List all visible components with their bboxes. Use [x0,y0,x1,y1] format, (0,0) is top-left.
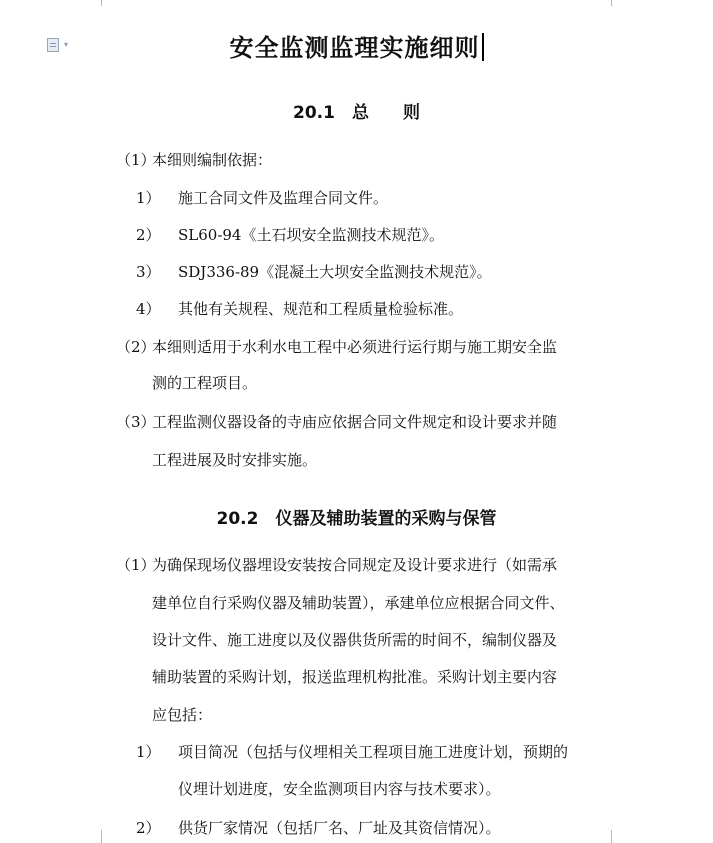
paragraph-text: 应包括： [152,706,213,724]
section-heading: 20.1 总 则 [293,103,420,123]
list-item-text: 项目简况（包括与仪埋相关工程项目施工进度计划，预期的 [178,743,569,761]
list-item-text: SDJ336-89《混凝土大坝安全监测技术规范》。 [178,263,492,281]
list-item-number: 2） [136,226,161,244]
paragraph-text: 设计文件、施工进度以及仪器供货所需的时间不，编制仪器及 [152,631,558,649]
paragraph-text: 工程监测仪器设备的寺庙应依据合同文件规定和设计要求并随 [152,413,558,431]
paragraph-text: 辅助装置的采购计划，报送监理机构批准。采购计划主要内容 [152,668,558,686]
list-item-number: 1） [136,189,161,207]
page-corner-mark [611,830,612,843]
paragraph-label: （2） [116,338,156,356]
document-title [0,28,713,63]
list-item-text: SL60-94《土石坝安全监测技术规范》。 [178,226,444,244]
list-item-text: 其他有关规程、规范和工程质量检验标准。 [178,300,464,318]
list-item-number: 3） [136,263,161,281]
title-text: 安全监测监理实施细则 [229,33,480,62]
text-cursor [482,33,484,61]
list-item-number: 4） [136,300,161,318]
paragraph-text: 建单位自行采购仪器及辅助装置），承建单位应根据合同文件、 [152,594,565,612]
page-corner-mark [101,830,102,843]
page-corner-mark [611,0,612,6]
paragraph-text: 工程进展及时安排实施。 [152,451,318,469]
page-corner-mark [101,0,102,6]
paragraph-text: 测的工程项目。 [152,374,258,392]
list-item-number: 1） [136,743,161,761]
paragraph-label: （3） [116,413,156,431]
paragraph-text: 本细则编制依据： [152,151,273,169]
paragraph-label: （1） [116,556,156,574]
chevron-down-icon[interactable]: ▾ [64,40,69,49]
paragraph-label: （1） [116,151,156,169]
list-item-number: 2） [136,819,161,837]
paragraph-text: 本细则适用于水利水电工程中必须进行运行期与施工期安全监 [152,338,558,356]
list-item-text: 仪埋计划进度，安全监测项目内容与技术要求）。 [178,780,501,798]
paragraph-text: 为确保现场仪器埋设安装按合同规定及设计要求进行（如需承 [152,556,558,574]
list-item-text: 供货厂家情况（包括厂名、厂址及其资信情况）。 [178,819,501,837]
list-item-text: 施工合同文件及监理合同文件。 [178,189,389,207]
section-heading: 20.2 仪器及辅助装置的采购与保管 [216,509,497,529]
